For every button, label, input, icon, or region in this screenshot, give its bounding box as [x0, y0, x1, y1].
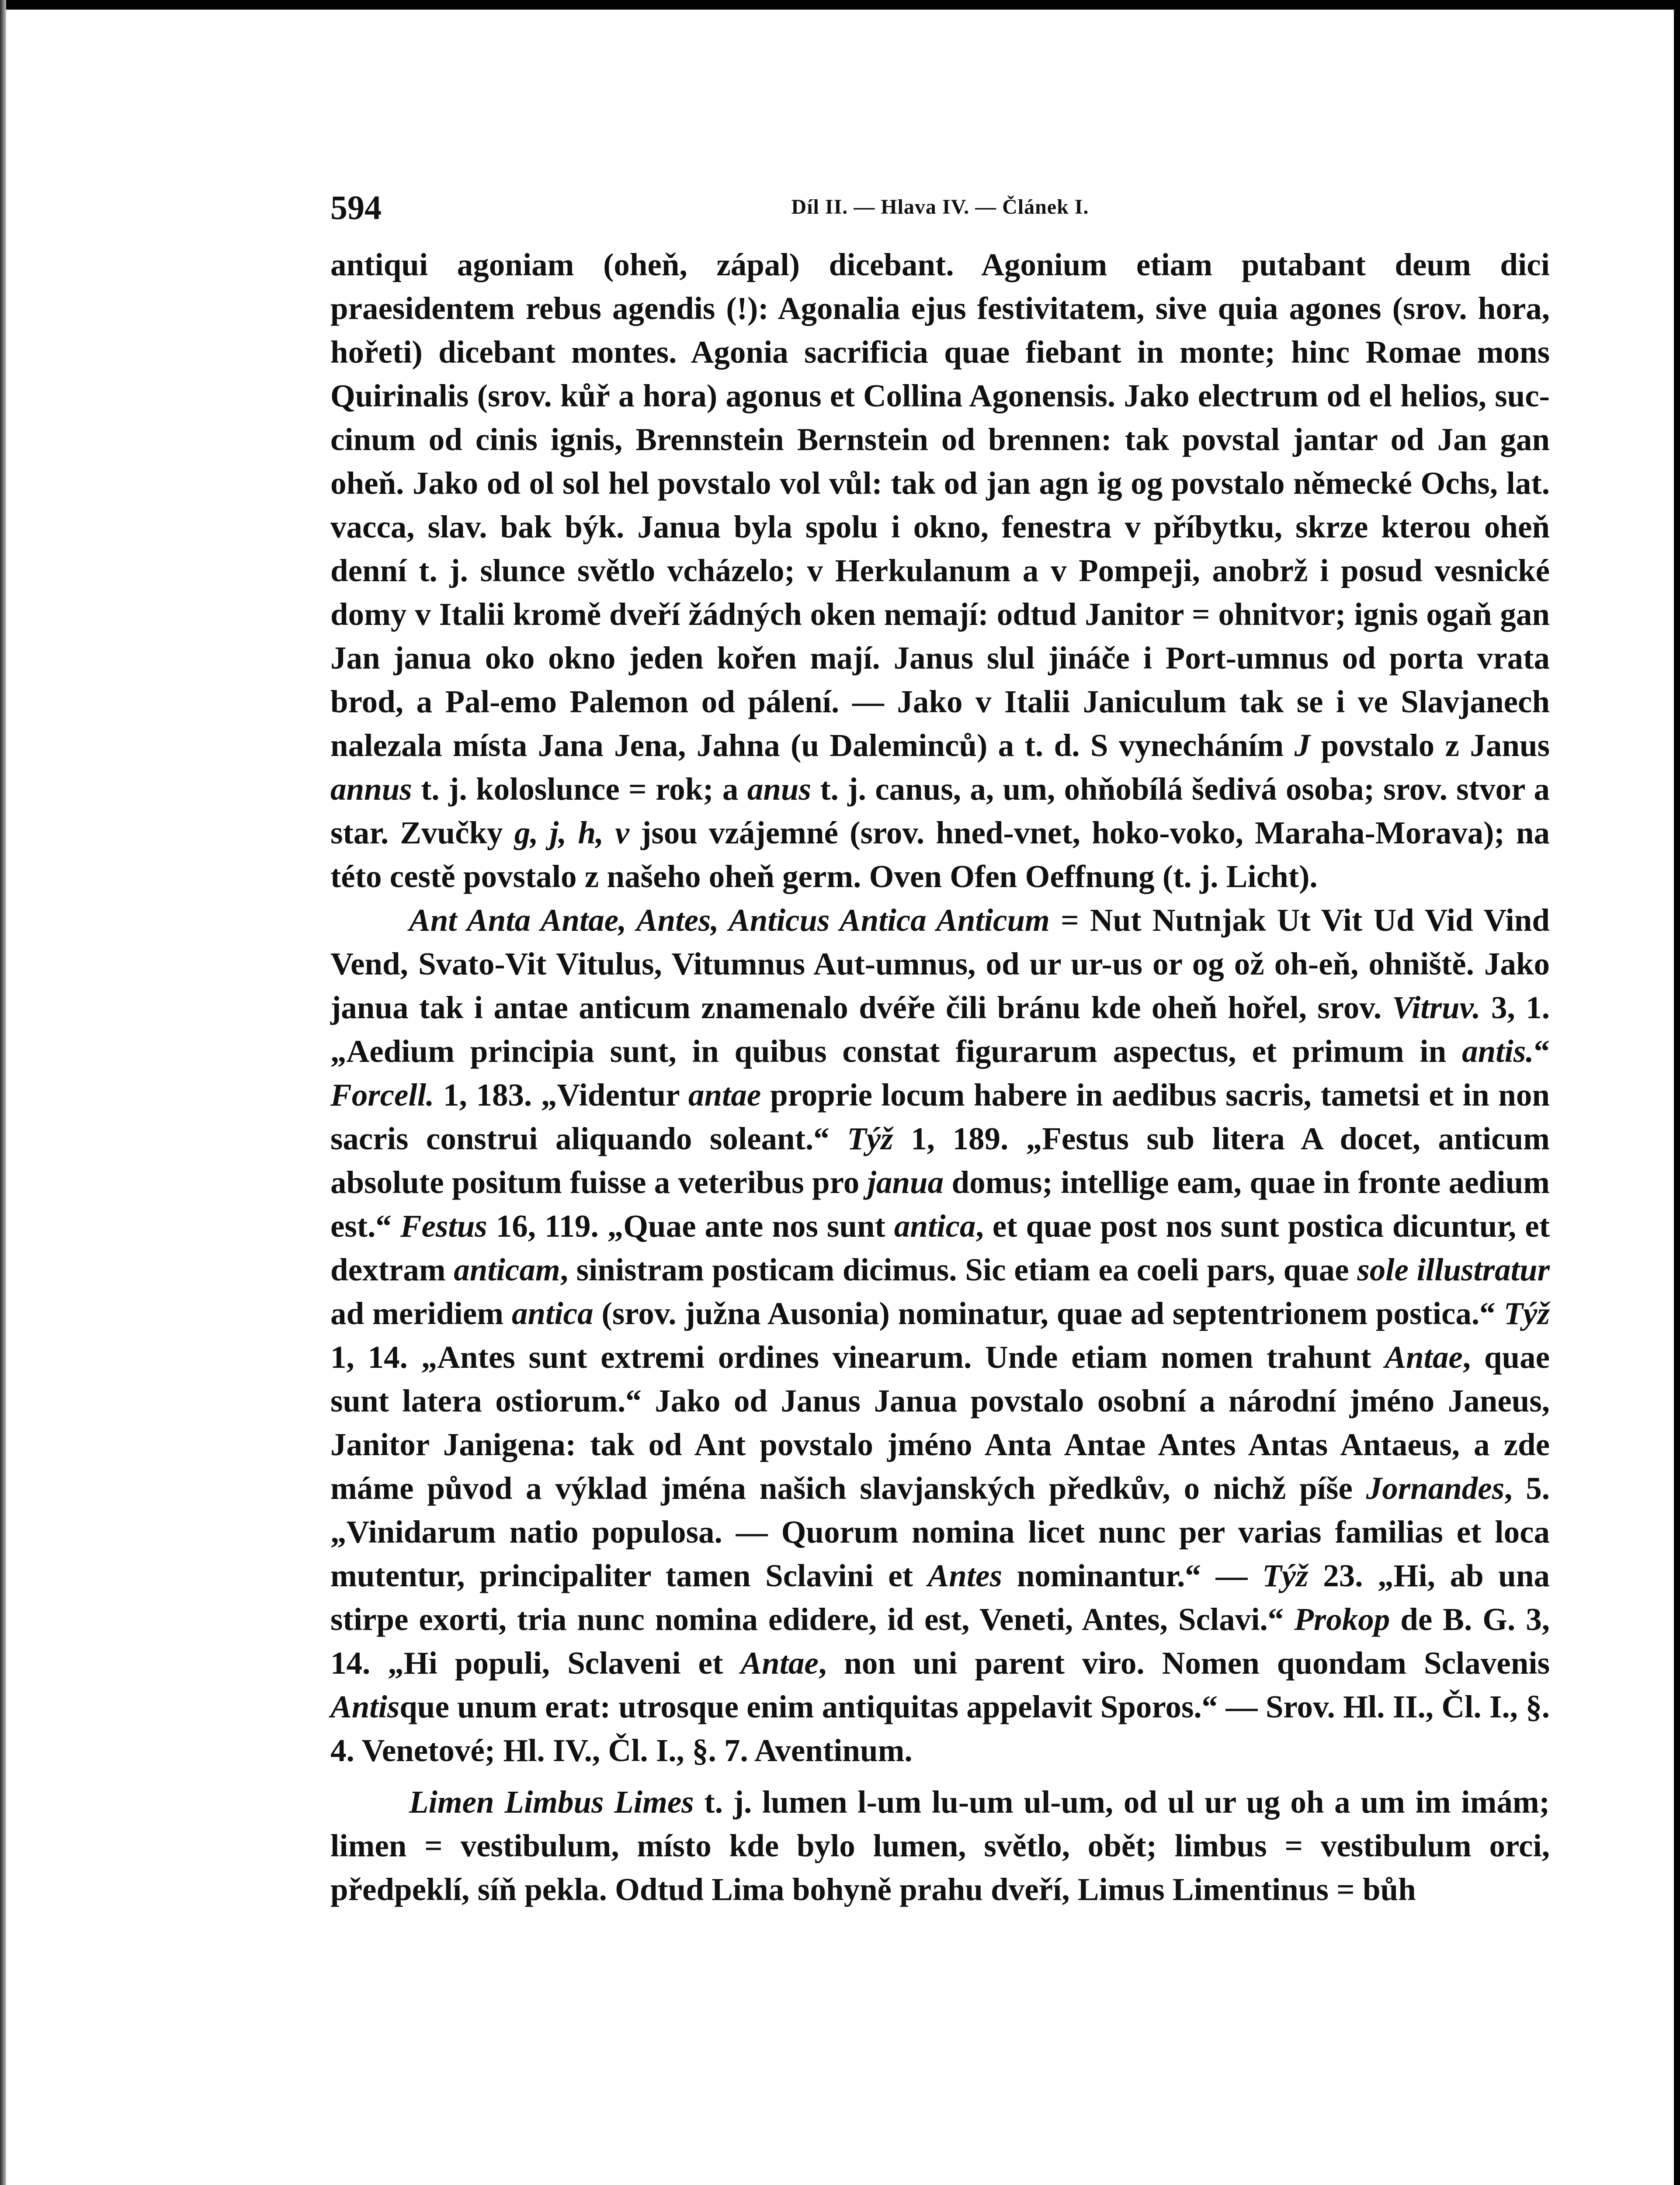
text-run: , sinistram posticam dicimus. Sic etiam ea coeli pars, quae: [560, 1252, 1357, 1287]
italic-term: antae: [688, 1077, 761, 1113]
italic-term: Vitruv.: [1392, 990, 1481, 1025]
text-run: antiqui agoniam (oheň, zápal) dicebant. Agonium etiam putabant deum dici praesidentem rebus agendis (!): Agonalia ejus festivitatem, sive quia agones (srov. hora, hořeti) dicebant montes. Agonia sacrificia quae fiebant in monte; hinc Romae mons Quirinalis (srov. kůř a hora) agonus et Collina Agonensis. Jako electrum od el helios, suc-cinum od cinis ignis, Brennstein Bernstein od brennen: tak povstal jantar od Jan gan oheň. Jako od ol sol hel povstalo vol vůl: tak od jan agn ig og povstalo německé Ochs, lat. vacca, slav. bak býk. Janua byla spolu i okno, fenestra v příbytku, skrze kterou oheň denní t. j. slunce světlo vcházelo; v Herkulanum a v Pompeji, anobrž i posud vesnické domy v Italii kromě dveří žádných oken nemají: odtud Janitor = ohnitvor; ignis ogaň gan Jan janua oko okno jeden kořen mají. Janus slul jináče i Port-umnus od porta vrata brod, a Pal-emo Palemon od pálení. — Jako v Italii Janiculum tak se i ve Slavjanech nalezala místa Jana Jena, Jahna (u Daleminců) a t. d. S vynecháním: [330, 247, 1550, 763]
italic-term: Ant Anta Antae, Antes, Anticus Antica Anticum: [409, 902, 1050, 938]
text-run: proprie locum habere in aedibus sacris, tametsi et in non sacris construi aliquando soleant.“: [330, 1077, 1550, 1156]
text-run: , et quae post nos sunt postica dicuntur, et dextram: [330, 1208, 1550, 1287]
paragraph-limen: [330, 1780, 1550, 1911]
text-run: 3, 1. „Aedium principia sunt, in quibus constat figurarum aspectus, et primum in: [330, 990, 1550, 1069]
italic-term: Antes: [927, 1558, 1002, 1593]
text-run: t. j. canus, a, um, ohňobílá šedivá osoba; srov. stvor a star. Zvučky: [330, 771, 1550, 850]
italic-term: Týž: [1262, 1558, 1309, 1593]
page-edge-shadow: [0, 0, 6, 2185]
italic-term: Festus: [400, 1208, 487, 1244]
italic-term: annus: [330, 771, 412, 807]
text-run: de B. G. 3, 14. „Hi populi, Sclaveni et: [330, 1602, 1550, 1681]
text-run: 23. „Hi, ab una stirpe exorti, tria nunc nomina edidere, id est, Veneti, Antes, Sclavi.“: [330, 1558, 1550, 1637]
italic-term: Týž: [847, 1121, 893, 1156]
book-page: [330, 188, 1550, 1911]
italic-term: janua: [867, 1165, 944, 1200]
italic-term: antica: [894, 1208, 976, 1244]
italic-term: J: [1294, 728, 1311, 763]
italic-term: Antae: [1385, 1339, 1463, 1375]
text-run: “: [1534, 1034, 1550, 1069]
text-run: povstalo z Janus: [1310, 728, 1550, 763]
text-run: domus; intellige eam, quae in fronte aedium est.“: [330, 1165, 1550, 1244]
running-title: Díl II. — Hlava IV. — Článek I.: [791, 195, 1089, 218]
text-run: 1, 14. „Antes sunt extremi ordines vinearum. Unde etiam nomen trahunt: [330, 1339, 1385, 1375]
paragraph-ant-anta: [330, 898, 1550, 1772]
text-run: , non uni parent viro. Nomen quondam Sclavenis: [818, 1645, 1550, 1681]
text-run: jsou vzájemné (srov. hned-vnet, hoko-voko, Maraha-Morava); na této cestě povstalo z našeho oheň germ. Oven Ofen Oeffnung (t. j. Licht).: [330, 815, 1550, 894]
text-run: t. j. koloslunce = rok; a: [412, 771, 747, 807]
italic-term: g, j, h, v: [514, 815, 629, 850]
italic-term: antica: [512, 1296, 594, 1331]
text-run: 16, 119. „Quae ante nos sunt: [487, 1208, 894, 1244]
text-run: , 5. „Vinidarum natio populosa. — Quorum nomina licet nunc per varias familias et loca mutentur, principaliter tamen Sclavini et: [330, 1471, 1550, 1593]
text-run: t. j. lumen l-um lu-um ul-um, od ul ur ug oh a um im imám; limen = vestibulum, místo kde bylo lumen, světlo, obět; limbus = vestibulum orci, předpeklí, síň pekla. Odtud Lima bohyně prahu dveří, Limus Limentinus = bůh: [330, 1784, 1550, 1907]
italic-term: Antis: [330, 1689, 400, 1724]
italic-term: anus: [747, 771, 811, 807]
text-run: , quae sunt latera ostiorum.“ Jako od Janus Janua povstalo osobní a národní jméno Janeus, Janitor Janigena: tak od Ant povstalo jméno Anta Antae Antes Antas Antaeus, a zde máme původ a výklad jména našich slavjanských předkův, o nichž píše: [330, 1339, 1550, 1506]
italic-term: Jornandes: [1366, 1471, 1505, 1506]
text-run: 1, 189. „Festus sub litera A docet, anticum absolute positum fuisse a veteribus pro: [330, 1121, 1550, 1200]
text-run: (srov. južna Ausonia) nominatur, quae ad septentrionem postica.“: [593, 1296, 1504, 1331]
italic-term: Prokop: [1294, 1602, 1390, 1637]
page-number: 594: [330, 188, 382, 226]
italic-term: Týž: [1503, 1296, 1550, 1331]
italic-term: anticam: [454, 1252, 560, 1287]
text-run: nominantur.“ —: [1002, 1558, 1263, 1593]
italic-term: sole illustratur: [1357, 1252, 1550, 1287]
text-run: ad meridiem: [330, 1296, 512, 1331]
paragraph-agonium: [330, 243, 1550, 898]
body-text: [330, 243, 1550, 1911]
text-run: = Nut Nutnjak Ut Vit Ud Vid Vind Vend, Svato-Vit Vitulus, Vitumnus Aut-umnus, od ur ur-us or og ož oh-eň, ohniště. Jako janua tak i antae anticum znamenalo dvéře čili bránu kde oheň hořel, srov.: [330, 902, 1550, 1025]
italic-term: Antae: [740, 1645, 819, 1681]
running-head: [330, 188, 1550, 232]
text-run: que unum erat: utrosque enim antiquitas appelavit Sporos.“ — Srov. Hl. II., Čl. I., §. 4. Venetové; Hl. IV., Čl. I., §. 7. Aventinum.: [330, 1689, 1550, 1768]
italic-term: antis.: [1462, 1034, 1534, 1069]
italic-term: Limen Limbus Limes: [409, 1784, 694, 1820]
text-run: 1, 183. „Videntur: [434, 1077, 689, 1113]
italic-term: Forcell.: [330, 1077, 434, 1113]
